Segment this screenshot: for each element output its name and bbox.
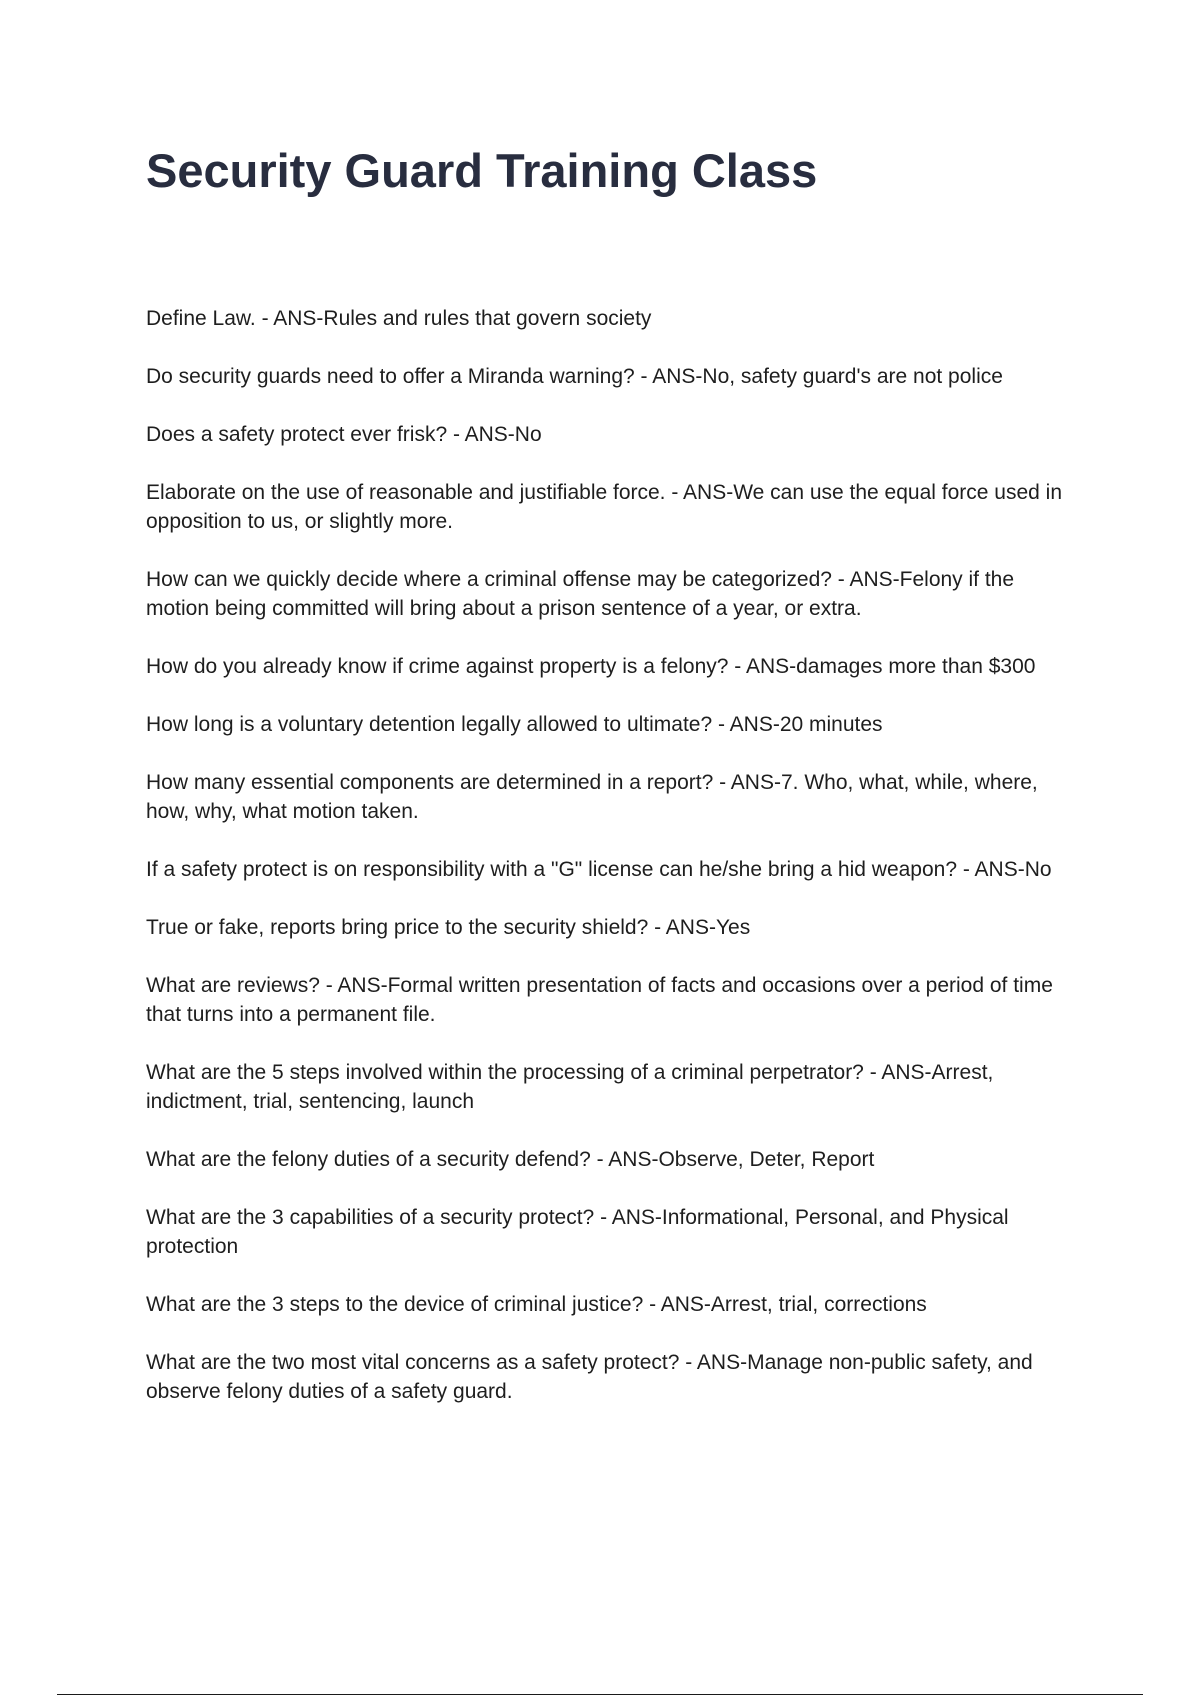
qa-item: What are the 5 steps involved within the processing of a criminal perpetrator? - ANS-Arrest, indictment, trial, sentencing, launch (146, 1061, 994, 1113)
qa-item: True or fake, reports bring price to the security shield? - ANS-Yes (146, 916, 751, 939)
qa-item: Elaborate on the use of reasonable and justifiable force. - ANS-We can use the equal force used in opposition to us, or slightly more. (146, 481, 1063, 533)
qa-item: How many essential components are determined in a report? - ANS-7. Who, what, while, where, how, why, what motion taken. (146, 771, 1038, 823)
qa-item: Define Law. - ANS-Rules and rules that govern society (146, 307, 652, 330)
qa-item: What are the 3 capabilities of a security protect? - ANS-Informational, Personal, and Physical protection (146, 1206, 1009, 1258)
qa-list (146, 304, 1076, 1435)
qa-item: How can we quickly decide where a criminal offense may be categorized? - ANS-Felony if the motion being committed will bring about a prison sentence of a year, or extra. (146, 568, 1015, 620)
qa-item: Does a safety protect ever frisk? - ANS-No (146, 423, 542, 446)
qa-item: What are the felony duties of a security defend? - ANS-Observe, Deter, Report (146, 1148, 875, 1171)
qa-item: What are the 3 steps to the device of criminal justice? - ANS-Arrest, trial, corrections (146, 1293, 927, 1316)
qa-item: How long is a voluntary detention legally allowed to ultimate? - ANS-20 minutes (146, 713, 883, 736)
qa-item: How do you already know if crime against property is a felony? - ANS-damages more than $300 (146, 655, 1036, 678)
qa-item: What are reviews? - ANS-Formal written presentation of facts and occasions over a period of time that turns into a permanent file. (146, 974, 1053, 1026)
qa-item: If a safety protect is on responsibility with a "G" license can he/she bring a hid weapon? - ANS-No (146, 858, 1052, 881)
qa-item: What are the two most vital concerns as a safety protect? - ANS-Manage non-public safety, and observe felony duties of a safety guard. (146, 1351, 1033, 1403)
page-title: Security Guard Training Class (146, 144, 818, 197)
footer-divider (57, 1694, 1143, 1695)
qa-item: Do security guards need to offer a Miranda warning? - ANS-No, safety guard's are not police (146, 365, 1003, 388)
